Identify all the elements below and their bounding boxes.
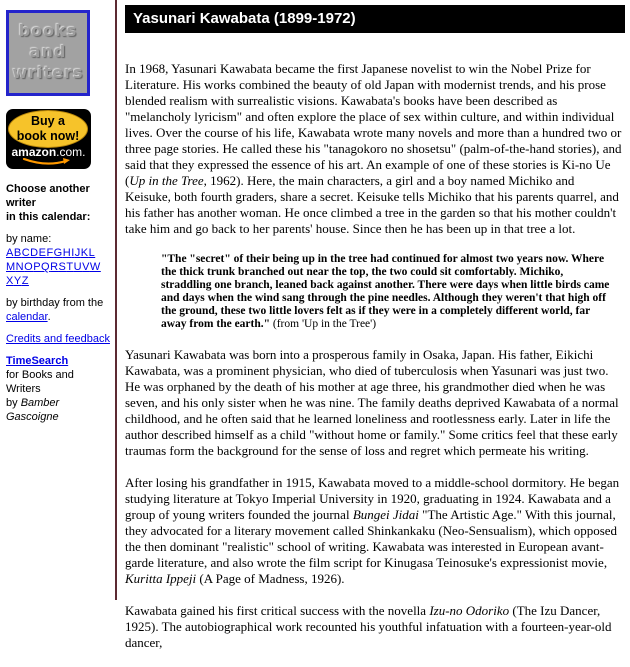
amazon-brand-suffix: .com.: [56, 145, 86, 159]
timesearch-block: [6, 354, 111, 424]
author-name: Bamber Gascoigne: [6, 397, 60, 423]
timesearch-author-line: by Bamber Gascoigne: [6, 397, 60, 423]
amazon-oval: [8, 110, 88, 148]
italic-text-run: Up in the Tree: [129, 173, 204, 188]
birthday-block: [6, 296, 111, 324]
text-run: After losing his grandfather in 1915, Kawabata moved to a middle-school dormitory. He began studying literature at Tokyo Imperial University in 1920, graduating in 1924. Kawabata and a group of young writers founded the journal: [125, 475, 620, 522]
calendar-link[interactable]: calendar: [6, 311, 48, 323]
letter-link-l[interactable]: L: [88, 247, 96, 259]
letter-link-f[interactable]: F: [46, 247, 54, 259]
amazon-buy-button[interactable]: [6, 109, 91, 169]
page-title: Yasunari Kawabata (1899-1972): [125, 5, 625, 33]
amazon-buy-line1: Buy a: [30, 114, 66, 128]
letter-link-h[interactable]: H: [62, 247, 72, 259]
books-and-writers-logo[interactable]: [6, 10, 90, 96]
italic-text-run: Izu-no Odoriko: [429, 603, 510, 618]
paragraph-intro: [125, 61, 622, 237]
letter-link-g[interactable]: G: [53, 247, 63, 259]
story-quote: [161, 253, 614, 331]
birthday-text: by birthday from the: [6, 297, 104, 309]
main-content: [125, 5, 630, 667]
text-run: (A Page of Madness, 1926).: [196, 571, 345, 586]
italic-text-run: Kuritta Ippeji: [125, 571, 197, 586]
choose-writer-heading: Choose another writer in this calendar:: [6, 183, 91, 223]
letter-link-w[interactable]: W: [89, 261, 101, 273]
letter-link-r[interactable]: R: [50, 261, 59, 273]
letter-link-s[interactable]: S: [58, 261, 67, 273]
letter-link-b[interactable]: B: [13, 247, 22, 259]
letter-link-p[interactable]: P: [33, 261, 42, 273]
amazon-buy-line2: book now!: [16, 129, 80, 143]
sidebar-divider: [115, 0, 117, 600]
letter-link-t[interactable]: T: [66, 261, 74, 273]
amazon-brand-name: amazon: [11, 145, 57, 159]
paragraph-family: [125, 347, 622, 459]
letter-link-v[interactable]: V: [82, 261, 90, 273]
amazon-brand: [6, 146, 91, 166]
credits-feedback-link[interactable]: Credits and feedback: [6, 333, 110, 345]
timesearch-subtitle: for Books and Writers: [6, 369, 74, 395]
letter-link-z[interactable]: Z: [21, 275, 29, 287]
text-run: Kawabata gained his first critical success with the novella: [125, 603, 430, 618]
text-run: In 1968, Yasunari Kawabata became the first Japanese novelist to win the Nobel Prize for Literature. His works combined the beauty of old Japan with modernist trends, and his prose blended realism with surrealistic visions. Kawabata's books have been described as "melancholy lyricism" and often explore the place of sex within culture, and within individual lives. Over the course of his life, Kawabata wrote many novels and more than a hundred two or three page stories. He called these his "tanagokoro no shosetsu" (palm-of-the-hand stories), and said that they expressed the essence of his art. An example of one of these stories is Ki-no Ue (: [125, 61, 622, 188]
letter-link-j[interactable]: J: [74, 247, 81, 259]
letter-link-i[interactable]: I: [71, 247, 75, 259]
letter-link-d[interactable]: D: [30, 247, 39, 259]
by-name-label: by name:: [6, 233, 52, 245]
bold-text-run: "The "secret" of their being up in the tree had continued for almost two years now. Where the thick trunk branched out near the top, the two could sit comfortably. Michiko, straddling one branch, leaned back against another. There were days when little birds came and days when the wind sang through the pine needles. Although they weren't that high off the ground, these two little lovers felt as if they were in a completely different world, far away from the earth.": [161, 253, 610, 330]
letter-link-e[interactable]: E: [38, 247, 47, 259]
letter-link-n[interactable]: N: [15, 261, 25, 273]
letter-link-o[interactable]: O: [24, 261, 34, 273]
paragraph-success: [125, 603, 622, 651]
amazon-smile-icon: [22, 158, 76, 166]
alphabet-links: [6, 246, 111, 288]
text-run: (from 'Up in the Tree'): [270, 318, 377, 330]
letter-link-m[interactable]: M: [6, 261, 16, 273]
letter-link-x[interactable]: X: [6, 275, 14, 287]
logo-text-line: books: [18, 21, 78, 40]
letter-link-q[interactable]: Q: [41, 261, 51, 273]
letter-link-y[interactable]: Y: [13, 275, 22, 287]
timesearch-link[interactable]: TimeSearch: [6, 355, 69, 367]
logo-text-line: writers: [12, 63, 84, 82]
logo-text-line: and: [29, 42, 67, 61]
text-run: Yasunari Kawabata was born into a prosperous family in Osaka, Japan. His father, Eikichi Kawabata, was a prominent physician, who died of tuberculosis when Yasunari was just two. He was orphaned by the death of his mother at age three, his grandmother died when he was seven, and his only sister when he was nine. The family deaths deprived Kawabata of a normal childhood, and he often said that he learned loneliness and rootlessness early. Later in life the author described himself as a child "without home or family." Some critics feel that these early traumas form the background for the sense of loss and regret which permeate his writing.: [125, 347, 619, 458]
italic-text-run: Bungei Jidai: [352, 507, 419, 522]
writer-chooser: [6, 182, 111, 424]
birthday-period: .: [47, 311, 51, 323]
paragraph-education: [125, 475, 622, 587]
text-run: (The Izu Dancer, 1925). The autobiographical work recounted his youthful infatuation with a fourteen-year-old dancer,: [125, 603, 612, 650]
letter-link-a[interactable]: A: [6, 247, 14, 259]
article-body: [125, 61, 630, 651]
credits-block: [6, 332, 111, 346]
text-run: , 1962). Here, the main characters, a girl and a boy named Michiko and Keisuke, both fourth graders, share a secret. Keisuke tells Michiko that his parents quarrel, and his father has another woman. He once climbed a tree in the garden so that his mother couldn't take him and go back to her parents' house. Since then he has been up in that tree a lot.: [125, 173, 619, 236]
letter-link-k[interactable]: K: [80, 247, 89, 259]
letter-link-c[interactable]: C: [21, 247, 31, 259]
sidebar: [0, 0, 113, 432]
text-run: "The Artistic Age." With this journal, they advocated for a literary movement called Shinkankaku (Neo-Sensualism), which opposed the then dominant "realistic" school of writing. Kawabata was interested in European avant-garde literature, and also wrote the film script for Kinugasa Teinosuke's expressionist movie,: [125, 507, 618, 570]
letter-link-u[interactable]: U: [73, 261, 83, 273]
